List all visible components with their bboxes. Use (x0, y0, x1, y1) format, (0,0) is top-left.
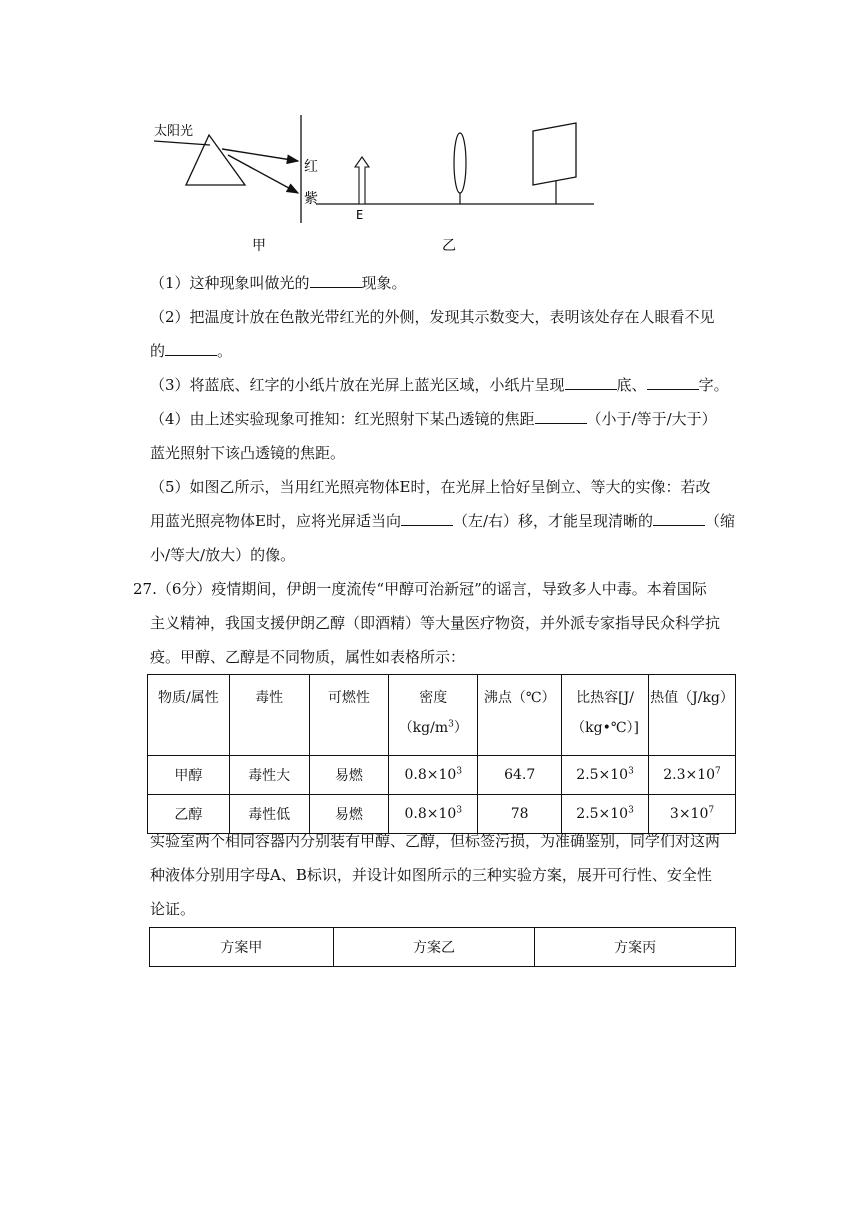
answer-blank[interactable] (647, 375, 699, 390)
violet-label: 紫 (304, 191, 318, 207)
cell-substance: 乙醇 (148, 795, 230, 834)
light-screen (533, 123, 576, 185)
q26-4-text-b: （小于/等于/大于） (586, 410, 717, 428)
header-cell: 毒性 (229, 675, 309, 756)
cell-toxicity: 毒性大 (229, 756, 309, 795)
q26-item-1 (150, 272, 407, 294)
q26-item-2-line-1: （2）把温度计放在色散光带红光的外侧，发现其示数变大，表明该处存在人眼看不见 (150, 308, 715, 326)
caption-left: 甲 (252, 238, 266, 254)
q27-line-3: 疫。甲醇、乙醇是不同物质，属性如表格所示： (150, 648, 466, 666)
table-row (148, 756, 736, 795)
lens-diagram (316, 123, 594, 254)
cell-density: $0.8\times 10^3$ (389, 795, 478, 834)
q26-4-text-a: （4）由上述实验现象可推知：红光照射下某凸透镜的焦距 (150, 410, 535, 428)
header-cell: 可燃性 (309, 675, 389, 756)
q26-2-text-b: 。 (217, 342, 233, 360)
answer-blank[interactable] (401, 511, 453, 526)
cell-boiling-point: 64.7 (478, 756, 562, 795)
header-cell: 比热容[J/ （kg•℃）] (562, 675, 649, 756)
cell-substance: 甲醇 (148, 756, 230, 795)
cell-heat-value: $2.3\times 10^7$ (649, 756, 736, 795)
cell-density: $0.8\times 10^3$ (389, 756, 478, 795)
prism-diagram (154, 115, 318, 254)
scheme-yi: 方案乙 (333, 928, 535, 967)
q26-2-text-a: 的 (150, 342, 166, 360)
q26-1-text-a: （1）这种现象叫做光的 (150, 274, 310, 292)
violet-ray (228, 155, 298, 193)
q27-line-2: 主义精神，我国支援伊朗乙醇（即酒精）等大量医疗物资，并外派专家指导民众科学抗 (150, 614, 721, 632)
q27-line-1: 27.（6分）疫情期间，伊朗一度流传“甲醇可治新冠”的谣言，导致多人中毒。本着国际 (133, 580, 707, 598)
answer-blank[interactable] (653, 511, 705, 526)
header-cell: 热值（J/kg） (649, 675, 736, 756)
scheme-bing: 方案丙 (535, 928, 736, 967)
q26-item-4-line-1 (150, 408, 717, 430)
table-row (148, 795, 736, 834)
q26-item-3 (150, 374, 729, 396)
q26-5-text-b: （左/右）移，才能呈现清晰的 (452, 512, 654, 530)
optics-figure (140, 105, 610, 265)
cell-heat-capacity: $2.5\times 10^3$ (562, 795, 649, 834)
q26-1-text-b: 现象。 (361, 274, 407, 292)
q26-item-2-line-2 (150, 340, 232, 362)
schemes-table (149, 927, 736, 967)
q27-paragraph-line-1: 实验室两个相同容器内分别装有甲醇、乙醇，但标签污损，为准确鉴别，同学们对这两 (150, 832, 721, 850)
q26-3-text-c: 字。 (698, 376, 729, 394)
cell-flammability: 易燃 (309, 795, 389, 834)
q26-item-5-line-1: （5）如图乙所示，当用红光照亮物体E时，在光屏上恰好呈倒立、等大的实像：若改 (150, 478, 711, 496)
cell-heat-value: $3\times 10^7$ (649, 795, 736, 834)
cell-boiling-point: 78 (478, 795, 562, 834)
red-label: 红 (304, 159, 318, 175)
table-header-row (148, 675, 736, 756)
q27-paragraph-line-3: 论证。 (150, 900, 196, 918)
scheme-jia: 方案甲 (150, 928, 334, 967)
q27-paragraph-line-2: 种液体分别用字母A、B标识，并设计如图所示的三种实验方案，展开可行性、安全性 (150, 866, 712, 884)
q26-5-text-a: 用蓝光照亮物体E时，应将光屏适当向 (150, 512, 401, 530)
header-cell: 沸点（℃） (478, 675, 562, 756)
q26-3-text-a: （3）将蓝底、红字的小纸片放在光屏上蓝光区域，小纸片呈现 (150, 376, 565, 394)
properties-table (147, 674, 736, 834)
object-e-arrow (355, 157, 369, 204)
answer-blank[interactable] (165, 341, 217, 356)
q26-item-4-line-2: 蓝光照射下该凸透镜的焦距。 (150, 444, 346, 462)
q26-5-text-c: （缩 (705, 512, 736, 530)
object-label: E (356, 208, 364, 222)
sunlight-ray (154, 141, 210, 145)
q26-3-text-b: 底、 (616, 376, 647, 394)
q26-item-5-line-3: 小/等大/放大）的像。 (150, 546, 296, 564)
caption-right: 乙 (442, 238, 456, 254)
q26-item-5-line-2 (150, 510, 735, 532)
header-cell: 密度$(kg/m^3)$ (389, 675, 478, 756)
table-row (150, 928, 736, 967)
cell-toxicity: 毒性低 (229, 795, 309, 834)
answer-blank[interactable] (310, 273, 362, 288)
header-cell: 物质/属性 (148, 675, 230, 756)
answer-blank[interactable] (565, 375, 617, 390)
red-ray (222, 149, 298, 161)
cell-heat-capacity: $2.5\times 10^3$ (562, 756, 649, 795)
convex-lens (454, 133, 466, 193)
cell-flammability: 易燃 (309, 756, 389, 795)
sun-label: 太阳光 (154, 123, 194, 138)
answer-blank[interactable] (535, 409, 587, 424)
